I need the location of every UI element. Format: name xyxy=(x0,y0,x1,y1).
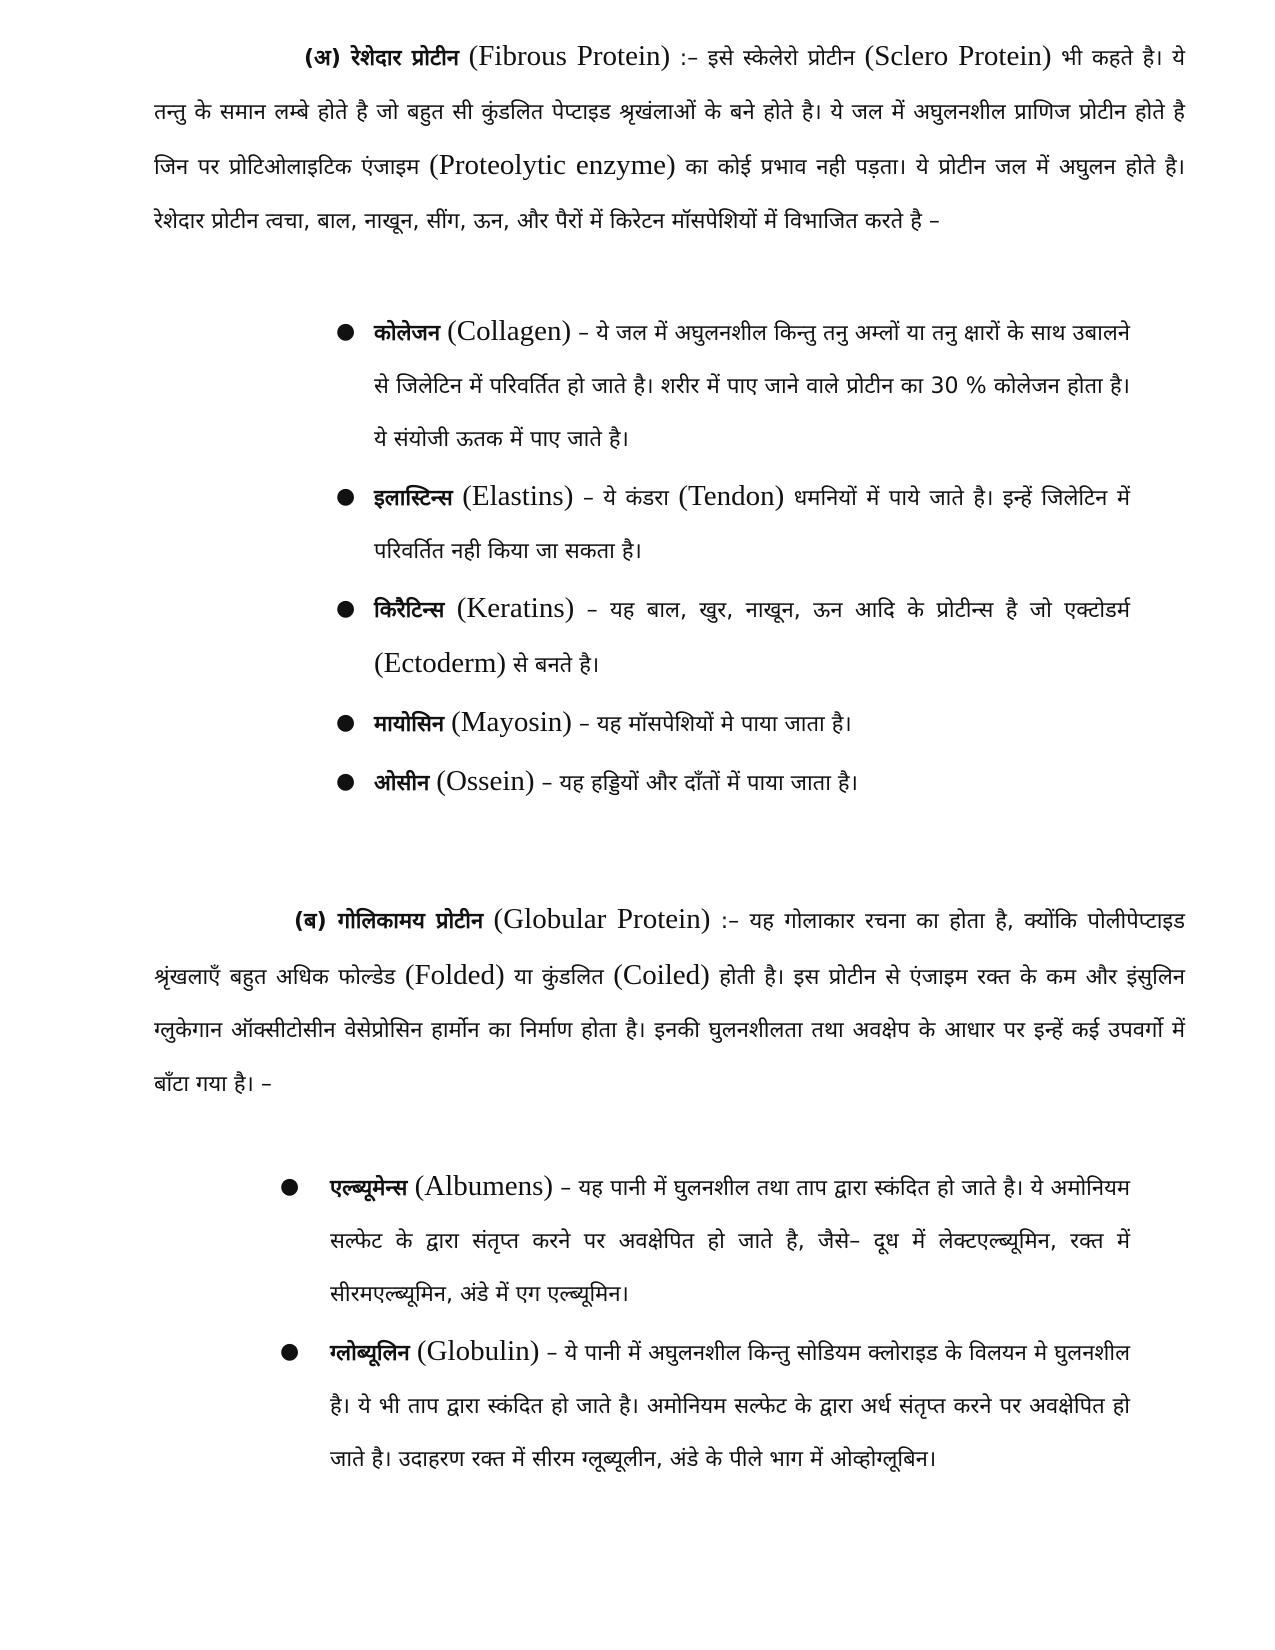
item-term-en: (Elastins) xyxy=(462,480,574,512)
item-term: कोलेजन xyxy=(374,321,441,346)
section-a-text-2: भी कहते है। ये तन्तु के समान लम्बे होते है जो बहुत सी कुंडलित पेप्टाइड श्रृखंलाओं के बने होते है। ये जल में अघुलनशील प्राणिज प्रोटीन होते है जिन पर प्रोटिओलाइटिक एंजाइम xyxy=(154,46,1186,180)
item-text: – ये जल में अघुलनशील किन्तु तनु अम्लों या तनु क्षारों के साथ उबालने से जिलेटिन में परिवर्तित हो जाते है। शरीर में पाए जाने वाले प्रोटीन का 30 % कोलेजन होता है। ये संयोजी ऊतक में पाए जाते है। xyxy=(374,321,1130,452)
item-term-en: (Mayosin) xyxy=(451,706,572,738)
item-text-en: (Ectoderm) xyxy=(374,647,507,679)
item-term-en: (Ossein) xyxy=(436,765,535,797)
item-text: – ये कंडरा xyxy=(573,486,679,511)
list-item xyxy=(336,305,1130,466)
section-a-list xyxy=(336,305,1130,810)
section-a-proteolytic: (Proteolytic enzyme) xyxy=(429,149,676,181)
item-term-en: (Collagen) xyxy=(447,315,572,347)
bullet-icon: ● xyxy=(336,319,356,344)
list-item xyxy=(336,470,1130,578)
list-item xyxy=(280,1325,1130,1486)
item-text: – यह पानी में घुलनशील तथा ताप द्वारा स्कंदित हो जाते है। ये अमोनियम सल्फेट के द्वारा संतृप्त करने पर अवक्षेपित हो जाते है, जैसे– दूध में लेक्टएल्ब्यूमिन, रक्त में सीरमएल्ब्यूमिन, अंडे में एग एल्ब्यूमिन। xyxy=(330,1176,1131,1307)
bullet-icon: ● xyxy=(336,710,356,735)
item-text-en: (Tendon) xyxy=(678,480,785,512)
section-a-heading-en: (Fibrous Protein) xyxy=(468,40,671,72)
section-a-paragraph xyxy=(154,30,1185,248)
item-term-en: (Albumens) xyxy=(414,1170,554,1202)
section-a-text-3: का कोई प्रभाव नही पड़ता। ये प्रोटीन जल में अघुलन होते है। रेशेदार प्रोटीन त्वचा, बाल, नाखून, सींग, ऊन, और पैरों में किरेटन मॉसपेशियों में विभाजित करते है – xyxy=(154,155,1186,234)
item-term: मायोसिन xyxy=(374,712,445,737)
item-term-en: (Globulin) xyxy=(416,1335,540,1367)
bullet-icon: ● xyxy=(336,769,356,794)
section-b-text-2: या कुंडलित xyxy=(504,964,614,990)
list-item xyxy=(336,696,1130,751)
list-item xyxy=(280,1160,1131,1321)
item-term: ग्लोब्यूलिन xyxy=(330,1341,410,1366)
item-term: किरैटिन्स xyxy=(374,598,445,623)
bullet-icon: ● xyxy=(280,1339,300,1364)
item-text: – यह मॉसपेशियों मे पाया जाता है। xyxy=(571,712,852,737)
section-b-coiled: (Coiled) xyxy=(613,958,710,991)
list-item xyxy=(336,582,1130,692)
item-term: ओसीन xyxy=(374,771,430,796)
item-term: इलास्टिन्स xyxy=(374,486,453,511)
section-b-paragraph xyxy=(154,893,1185,1111)
bullet-icon: ● xyxy=(280,1174,300,1199)
section-a-heading: (अ) रेशेदार प्रोटीन xyxy=(304,46,459,71)
section-b-list xyxy=(280,1160,1131,1486)
bullet-icon: ● xyxy=(336,484,356,509)
list-item xyxy=(336,755,1130,810)
item-term-en: (Keratins) xyxy=(456,592,575,624)
item-text: – यह हड्डियों और दाँतों में पाया जाता है। xyxy=(534,771,858,796)
item-text-2: से बनते है। xyxy=(506,653,600,678)
section-b-folded: (Folded) xyxy=(404,958,505,991)
section-b-heading-en: (Globular Protein) xyxy=(493,903,711,935)
item-text-2: धमनियों में पाये जाते है। इन्हें जिलेटिन में परिवर्तित नही किया जा सकता है। xyxy=(374,486,1130,564)
section-b-heading: (ब) गोलिकामय प्रोटीन xyxy=(294,909,484,934)
bullet-icon: ● xyxy=(336,596,356,621)
section-b-text-3: होती है। इस प्रोटीन से एंजाइम रक्त के कम और इंसुलिन ग्लुकेगान ऑक्सीटोसीन वेसेप्रोसिन हार्मोन का निर्माण होता है। इनकी घुलनशीलता तथा अवक्षेप के आधार पर इन्हें कई उपवर्गो में बाँटा गया है। – xyxy=(154,964,1185,1097)
section-a-text-1: :– इसे स्केलेरो प्रोटीन xyxy=(670,46,865,71)
item-text: – ये पानी में अघुलनशील किन्तु सोडियम क्लोराइड के विलयन मे घुलनशील है। ये भी ताप द्वारा स्कंदित हो जाते है। अमोनियम सल्फेट के द्वारा अर्ध संतृप्त करने पर अवक्षेपित हो जाते है। उदाहरण रक्त में सीरम ग्लूब्यूलीन, अंडे के पीले भाग में ओव्होग्लूबिन। xyxy=(330,1341,1130,1472)
item-text: – यह बाल, खुर, नाखून, ऊन आदि के प्रोटीन्स है जो एक्टोडर्म xyxy=(574,598,1130,623)
section-a-sclero: (Sclero Protein) xyxy=(864,40,1052,72)
item-term: एल्ब्यूमेन्स xyxy=(330,1176,408,1201)
section-b-text-1: :– यह गोलाकार रचना का होता है, क्योंकि पोलीपेप्टाइड श्रृंखलाएँ बहुत अधिक फोल्डेड xyxy=(154,909,1185,990)
